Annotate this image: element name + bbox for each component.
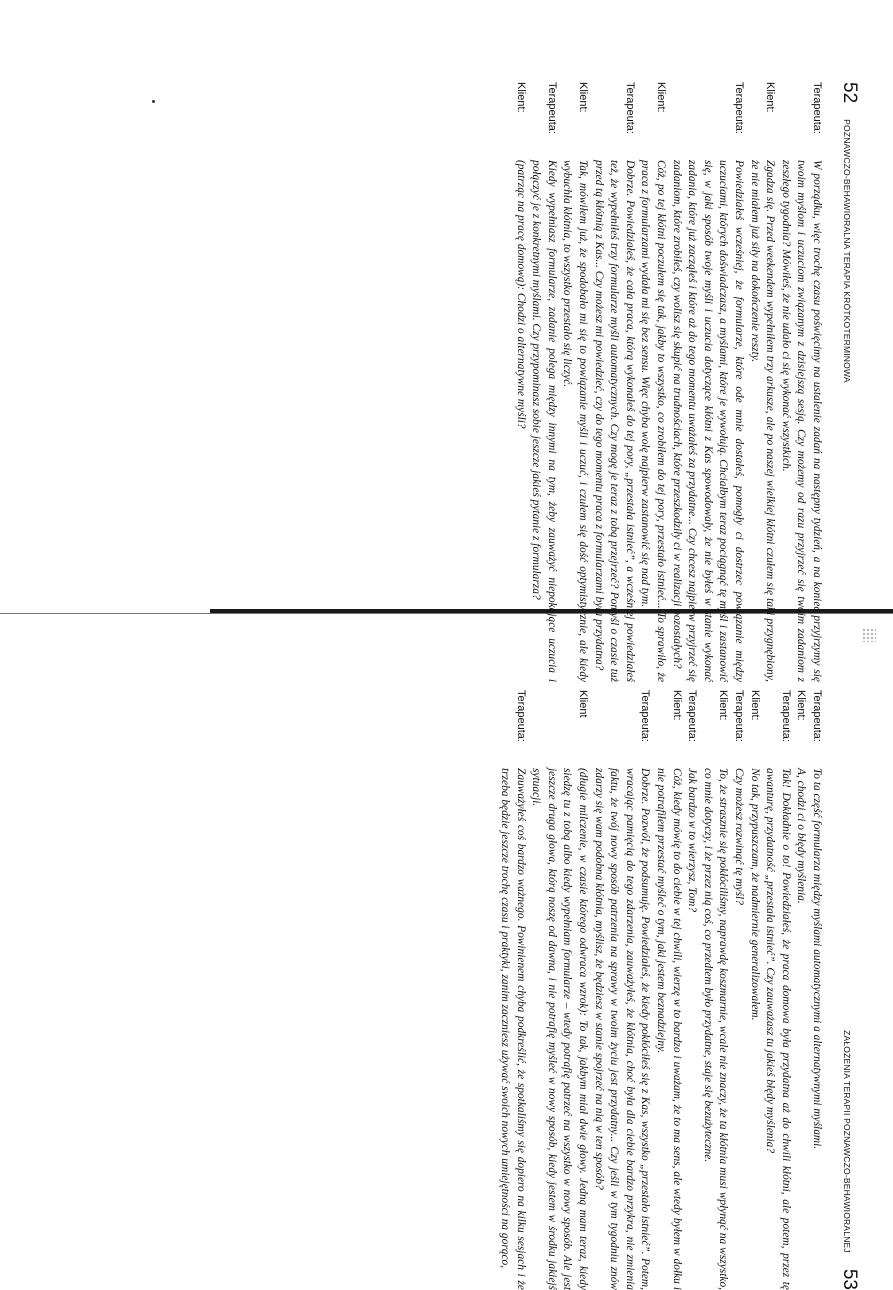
dialogue-turn xyxy=(777,82,824,682)
utterance: Zauważyłeś coś bardzo ważnego. Powinienem chyba podkreślić, że spotkaliśmy się dopiero na kilku sesjach i że trzeba będzie jeszcze trochę czasu i praktyki, zanim zaczniesz używać swoich nowych umiejętności na gorąco, xyxy=(499,768,527,1290)
speaker-label: Terapeuta: xyxy=(779,690,792,742)
utterance: Cóż, po tej kłótni poczułem się tak, jakby to wszystko, co zrobiłem do tej pory, przestało istnieć... To sprawiło, że praca z formularzami wydała mi się bez sensu. Więc chyba wolę najpierw zastanowić się nad tym. xyxy=(639,160,668,682)
utterance: Tak! Dokładnie o to! Powiedziałeś, że praca domowa była przydatna aż do chwili kłótni, ale potem, przez tę awanturę, przydatność „przestała istnieć”. Czy zauważasz tu jakieś błędy myślenia? xyxy=(764,768,792,1290)
dialogue xyxy=(497,690,824,1290)
utterance: Dobrze. Pozwól, że podsumuję. Powiedziałeś, że kiedy pokłóciłeś się z Kas, wszystko „przestało istnieć”. Potem, wracając pamięcią do tego zdarzenia, zauważyłeś, że kłótnia, choć była dla ciebie bardzo przykra, nie zmienia faktu, że twój nowy sposób patrzenia na sprawy w twoim życiu jest przydatny... Czy jeśli w tym tygodniu znów zdarzy się wam podobna kłótnia, myślisz, że będziesz w stanie spojrzeć na nią w ten sposób? xyxy=(592,768,652,1290)
speaker-label: Klient: xyxy=(748,690,761,721)
utterance: No tak, przypuszczam, że nadmiernie generalizowałem. xyxy=(748,768,761,1021)
speaker-label: Terapeuta: xyxy=(811,82,823,134)
speaker-label: Terapeuta: xyxy=(514,690,527,742)
speaker-label: Klient: xyxy=(717,690,730,721)
utterance: A, chodzi ci o błędy myślenia. xyxy=(795,768,808,904)
dialogue-turn xyxy=(762,690,793,1290)
utterance: To, że strasznie się pokłóciliśmy, naprawdę koszmarnie, wcale nie znaczy, że ta kłótnia musi wpłynąć na wszystko, co mnie dotyczy, i że przez nią coś, co przedtem było przydatne, staje się bezużyteczne. xyxy=(701,768,730,1290)
speaker-label: Klient: xyxy=(764,82,777,113)
dialogue-turn xyxy=(808,690,824,1290)
utterance: Zgadza się. Przed weekendem wypełniłem trzy arkusze, ale po naszej wielkiej kłótni czułem się taki przygnębiony, że nie miałem już siły na dokończenie reszty. xyxy=(748,160,777,682)
page-number: 52 xyxy=(839,82,860,104)
dialogue-turn xyxy=(730,690,746,1290)
running-head-title: ZAŁOŻENIA TERAPII POZNAWCZO-BEHAWIORALNEJ xyxy=(842,1030,852,1253)
dialogue-turn xyxy=(590,690,652,1290)
utterance: To ta część formularza między myślami automatycznymi a alternatywnymi myślami. xyxy=(811,768,823,1150)
dialogue-turn xyxy=(559,82,590,682)
speaker-label: Terapeuta: xyxy=(811,690,823,742)
speaker-label: Terapeuta: xyxy=(545,82,558,134)
utterance: (patrząc na pracę domową): Chodzi o alternatywne myśli? xyxy=(514,160,527,429)
utterance: Czy możesz rozwinąć tę myśl? xyxy=(733,768,746,905)
utterance: Cóż, kiedy mówię to do ciebie w tej chwili, wierzę w to bardzo i uważam, że to ma sens, ale wtedy byłem w dołku i nie potrafiłem przestać myśleć o tym, jaki jestem beznadziejny. xyxy=(655,768,683,1290)
speaker-label: Klient: xyxy=(514,82,527,113)
dialogue-turn xyxy=(793,690,809,1290)
dialogue-turn xyxy=(528,82,559,682)
speaker-label: Klient: xyxy=(670,690,683,721)
book-page-53 xyxy=(20,690,860,1290)
page-number: 53 xyxy=(839,1268,860,1290)
utterance: Jak bardzo w to wierzysz, Tom? xyxy=(686,768,699,913)
utterance: Kiedy wypełniasz formularze, zadanie polega między innymi na tym, żeby zauważyć niepokojące uczucia i połączyć je z konkretnymi myślami. Czy przypominasz sobie jeszcze jakieś pytanie z formularza? xyxy=(530,160,558,682)
dialogue-turn xyxy=(746,82,777,682)
utterance: (długie milczenie, w czasie którego odwraca wzrok): To tak, jakbym miał dwie głowy. Jedną mam teraz, kiedy siedzę tu z tobą albo kiedy wypełniam formularze – wtedy potrafię patrzeć na wszystko w nowy sposób. Ale jest jeszcze druga głowa, którą noszę od dawna, i nie potrafię myśleć w nowy sposób, kiedy jestem w środku jakiejś sytuacji. xyxy=(530,768,590,1290)
dialogue-turn xyxy=(652,690,683,1290)
dialogue-turn xyxy=(637,82,668,682)
dialogue xyxy=(512,82,824,682)
dialogue-turn xyxy=(528,690,590,1290)
dialogue-turn xyxy=(512,82,528,682)
speaker-label: Klient: xyxy=(655,82,668,113)
book-page-52 xyxy=(20,82,860,682)
utterance: Dobrze. Powiedziałeś, że cała praca, którą wykonałeś do tej pory, „przestała istnieć”, a wcześniej powiedziałeś też, że wypełniłeś trzy formularze myśli automatycznych. Czy mogę je teraz z tobą przejrzeć? Pomyśl o czasie tuż przed tą kłótnią z Kas... Czy możesz mi powiedzieć, czy do tego momentu praca z formularzami była przydatna? xyxy=(592,160,636,682)
dialogue-turn xyxy=(699,690,730,1290)
speaker-label: Terapeuta: xyxy=(733,82,746,134)
speaker-label: Terapeuta: xyxy=(733,690,746,742)
scan-speck xyxy=(862,628,876,642)
speaker-label: Klient xyxy=(577,690,590,718)
speaker-label: Terapeuta: xyxy=(639,690,652,742)
speaker-label: Terapeuta: xyxy=(623,82,636,134)
dialogue-turn xyxy=(746,690,762,1290)
dialogue-turn xyxy=(497,690,528,1290)
utterance: Tak, mówiłem już, że spodobało mi się to powiązanie myśli i uczuć, i czułem się dość optymistycznie, ale kiedy wybuchła kłótnia, to wszystko przestało się liczyć. xyxy=(561,160,590,682)
speaker-label: Klient: xyxy=(577,82,590,113)
running-head xyxy=(838,690,860,1290)
dialogue-turn xyxy=(684,690,700,1290)
utterance: W porządku, więc trochę czasu poświęcimy na ustalenie zadań na następny tydzień, a na koniec przyjrzymy się twoim myślom i uczuciom związanym z dzisiejszą sesją. Czy możemy od razu przyjrzeć się twoim zadaniom z zeszłego tygodnia? Mówiłeś, że nie udało ci się wykonać wszystkich. xyxy=(779,160,823,682)
running-head-title: POZNAWCZO-BEHAWIORALNA TERAPIA KRÓTKOTERMINOWA xyxy=(842,119,852,383)
dialogue-turn xyxy=(590,82,637,682)
running-head xyxy=(838,82,860,682)
speaker-label: Terapeuta: xyxy=(686,690,699,742)
dialogue-turn xyxy=(668,82,746,682)
speaker-label: Klient: xyxy=(795,690,808,721)
utterance: Powiedziałeś wcześniej, że formularze, które ode mnie dostałeś, pomogły ci dostrzec powiązanie między uczuciami, których doświadczasz, a myślami, które je wywołują. Chciałbym teraz pociągnąć tę myśl i zastanowić się, w jaki sposób twoje myśli i uczucia dotyczące kłótni z Kas spowodowały, że nie byłeś w stanie wykonać zadania, które już zacząłeś i które aż do tego momentu uważałeś za przydatne... Czy chcesz najpierw przyjrzeć się zadaniom, które zrobiłeś, czy wolisz się skupić na trudnościach, które przeszkodziły ci w realizacji pozostałych? xyxy=(670,160,746,682)
